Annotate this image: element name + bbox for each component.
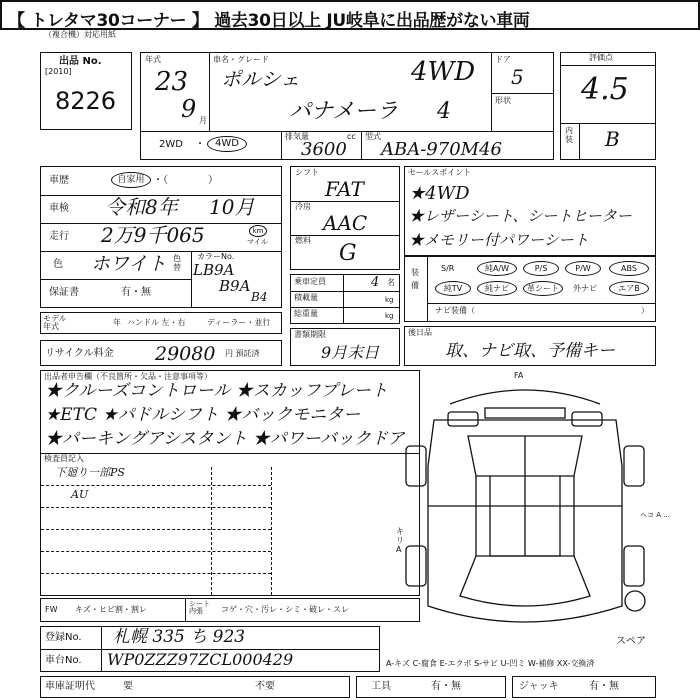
lot-number: 8226 bbox=[55, 87, 117, 115]
recycle-amount: 29080 bbox=[155, 343, 216, 365]
displacement-value: 3600 bbox=[301, 139, 347, 160]
damage-legend: A-キズ C-腐食 E-エクボ S-サビ U-凹ミ W-補修 XX-交換済 bbox=[386, 659, 595, 668]
registration-label: 登録No. bbox=[45, 632, 82, 643]
chassis-value: WP0ZZZ97ZCL000429 bbox=[107, 650, 294, 669]
load-label: 積載量 bbox=[294, 293, 318, 302]
diagram-right-mark: ヘコ A ... bbox=[640, 511, 670, 519]
drive-note: 4WD bbox=[411, 57, 476, 87]
equip-aw: 純A/W bbox=[477, 261, 517, 276]
notes-line-2: ★ETC ★パドルシフト ★バックモニター bbox=[45, 405, 361, 425]
inspector-line-1: 下廻り一部PS bbox=[55, 466, 125, 479]
sales-box bbox=[404, 166, 656, 256]
seat-value: コゲ・穴・汚レ・シミ・破レ・スレ bbox=[221, 605, 349, 614]
displacement-unit: cc bbox=[347, 132, 356, 141]
cert-opt-1: 要 bbox=[123, 681, 133, 692]
lot-label: 出品 No. bbox=[59, 56, 102, 67]
spec-box bbox=[290, 166, 400, 270]
rating-label: 評価点 bbox=[589, 53, 613, 62]
equip-sr: S/R bbox=[441, 264, 455, 273]
color-value: ホワイト bbox=[91, 253, 167, 275]
displacement-label: 排気量 bbox=[285, 132, 309, 141]
fuel-value: G bbox=[339, 241, 357, 266]
passengers-unit: 名 bbox=[387, 278, 395, 287]
inspection-label: 車検 bbox=[49, 203, 69, 214]
equipment-box bbox=[404, 256, 656, 322]
interior-value: B bbox=[605, 127, 620, 151]
mileage-km: km bbox=[249, 225, 267, 237]
inspection-month: 10月 bbox=[209, 195, 255, 219]
diagram-front-mark: FA bbox=[514, 371, 524, 380]
equip-pw: P/W bbox=[565, 261, 601, 276]
notes-line-1: ★クルーズコントロール ★スカッフプレート bbox=[45, 381, 388, 401]
jack-value: 有・無 bbox=[589, 681, 619, 692]
fw-value: キズ・ヒビ割・割レ bbox=[75, 605, 147, 614]
tools-value: 有・無 bbox=[431, 681, 461, 692]
model-row bbox=[40, 312, 282, 334]
cert-label: 車庫証明代 bbox=[45, 681, 95, 692]
fw-label: FW bbox=[45, 605, 58, 614]
interior-label: 内装 bbox=[565, 126, 573, 144]
equip-tv: 純TV bbox=[435, 281, 471, 296]
passengers-value: 4 bbox=[371, 275, 380, 290]
door-label: ドア bbox=[495, 55, 511, 64]
year-value: 23 bbox=[155, 67, 189, 97]
equip-leather: 革シート bbox=[523, 281, 563, 296]
seat-label: シート内張 bbox=[189, 600, 210, 615]
sales-item-2: ★レザーシート、シートヒーター bbox=[409, 207, 632, 225]
name-label: 車名・グレード bbox=[213, 55, 269, 64]
header-bar bbox=[0, 0, 700, 30]
drive-4wd-circled: 4WD bbox=[207, 136, 247, 152]
info-box bbox=[40, 166, 282, 308]
inspector-line-2: AU bbox=[71, 488, 89, 501]
chassis-label: 車台No. bbox=[45, 655, 82, 666]
model-value: パナメーラ bbox=[289, 99, 399, 124]
fuel-label: 燃料 bbox=[295, 236, 311, 245]
after-label: 後日品 bbox=[408, 328, 432, 337]
inspector-label: 検査員記入 bbox=[44, 454, 84, 463]
equip-navi: 純ナビ bbox=[477, 281, 517, 296]
shift-label: シフト bbox=[295, 168, 319, 177]
jack-label: ジャッキ bbox=[519, 681, 559, 692]
shift-value: FAT bbox=[325, 177, 364, 201]
docs-box bbox=[290, 328, 400, 366]
header-subtitle: （複合機）対応用紙 bbox=[44, 30, 116, 39]
recycle-box bbox=[40, 340, 282, 366]
type-value: ABA-970M46 bbox=[381, 139, 502, 160]
equipment-label: 装備 bbox=[411, 268, 419, 290]
cooler-value: AAC bbox=[323, 211, 368, 235]
notes-label: 出品者申告欄（不良箇所・欠品・注意事項等） bbox=[44, 372, 212, 381]
registration-value: 札幌 335 ち 923 bbox=[113, 627, 246, 647]
mileage-mile: マイル bbox=[247, 238, 268, 246]
notes-box bbox=[40, 370, 420, 596]
weight-label: 総重量 bbox=[294, 309, 318, 318]
passengers-label: 乗車定員 bbox=[294, 277, 326, 286]
model-year-label: モデル年式 bbox=[43, 314, 67, 331]
history-rest: ・（ ） bbox=[153, 175, 218, 186]
lot-year-stamp: [2010] bbox=[45, 67, 72, 76]
recycle-unit: 円 預託済 bbox=[225, 349, 260, 358]
shape-label: 形状 bbox=[495, 96, 511, 105]
reg-box bbox=[40, 626, 380, 672]
load-unit: kg bbox=[385, 296, 394, 304]
weight-unit: kg bbox=[385, 312, 394, 320]
grade-value: 4 bbox=[437, 99, 451, 124]
handle-value: ハンドル 左・右 bbox=[127, 318, 186, 327]
color-change: 色替 bbox=[173, 254, 181, 272]
car-diagram bbox=[390, 376, 660, 646]
warranty-label: 保証書 bbox=[49, 287, 79, 298]
cert-opt-2: 不要 bbox=[255, 681, 275, 692]
maker-value: ポルシェ bbox=[221, 67, 301, 91]
model-year-unit: 年 bbox=[113, 318, 121, 327]
inspection-value: 令和8年 bbox=[105, 195, 178, 219]
tools-box bbox=[356, 676, 506, 698]
navi-label: ナビ装備（ bbox=[435, 306, 475, 315]
notes-line-3: ★パーキングアシスタント ★パワーバックドア bbox=[45, 429, 405, 449]
diagram-left-mark: キリ A bbox=[396, 527, 404, 554]
equip-airbag: エアB bbox=[609, 281, 649, 296]
type-label: 型式 bbox=[365, 132, 381, 141]
rating-score: 4.5 bbox=[581, 72, 629, 107]
tools-label: 工具 bbox=[371, 681, 391, 692]
after-value: 取、ナビ取、予備キー bbox=[445, 341, 615, 361]
color-code-3: B4 bbox=[251, 290, 268, 304]
sales-label: セールスポイント bbox=[408, 168, 472, 177]
door-value: 5 bbox=[511, 65, 524, 89]
dealer-value: ディーラー・並行 bbox=[207, 318, 271, 327]
color-label: 色 bbox=[53, 259, 63, 270]
rating-box bbox=[560, 52, 656, 160]
docs-label: 書類期限 bbox=[294, 330, 326, 339]
navi-end: ） bbox=[641, 306, 649, 315]
equip-abs: ABS bbox=[609, 261, 649, 276]
capacity-box bbox=[290, 274, 400, 324]
mileage-label: 走行 bbox=[49, 231, 69, 242]
mileage-value: 2万9千065 bbox=[101, 223, 205, 247]
color-code-label: カラーNo. bbox=[197, 252, 235, 261]
equip-ps: P/S bbox=[523, 261, 559, 276]
color-code-1: LB9A bbox=[193, 261, 235, 279]
warranty-value: 有・無 bbox=[121, 287, 151, 298]
month-unit: 月 bbox=[199, 116, 207, 125]
sales-item-1: ★4WD bbox=[409, 183, 470, 204]
year-label: 年式 bbox=[145, 55, 161, 64]
drive-2wd: 2WD bbox=[159, 139, 183, 150]
month-value: 9 bbox=[181, 95, 197, 123]
cooler-label: 冷房 bbox=[295, 202, 311, 211]
header-title: 【 トレタマ30コーナー 】 過去30日以上 JU岐阜に出品歴がない車両 bbox=[8, 11, 530, 31]
spare-label: スペア bbox=[616, 636, 646, 647]
lot-box bbox=[40, 52, 132, 130]
after-box bbox=[404, 326, 656, 366]
docs-value: 9月末日 bbox=[321, 343, 380, 362]
recycle-label: リサイクル料金 bbox=[45, 348, 114, 359]
fw-row bbox=[40, 598, 420, 622]
color-code-2: B9A bbox=[219, 277, 251, 295]
history-label: 車歴 bbox=[49, 175, 69, 186]
vehicle-box: 年式 23 9 月 車名・グレード ポルシェ 4WD パナメーラ 4 ドア 5 形状 2WD ・ 4WD 排気量 cc 3600 型式 ABA-970M46 bbox=[140, 52, 554, 160]
jack-box bbox=[512, 676, 656, 698]
sales-item-3: ★メモリー付パワーシート bbox=[409, 231, 589, 249]
history-circled: 自家用 bbox=[111, 172, 151, 188]
cert-box bbox=[40, 676, 350, 698]
equip-ext-navi: 外ナビ bbox=[573, 284, 597, 293]
